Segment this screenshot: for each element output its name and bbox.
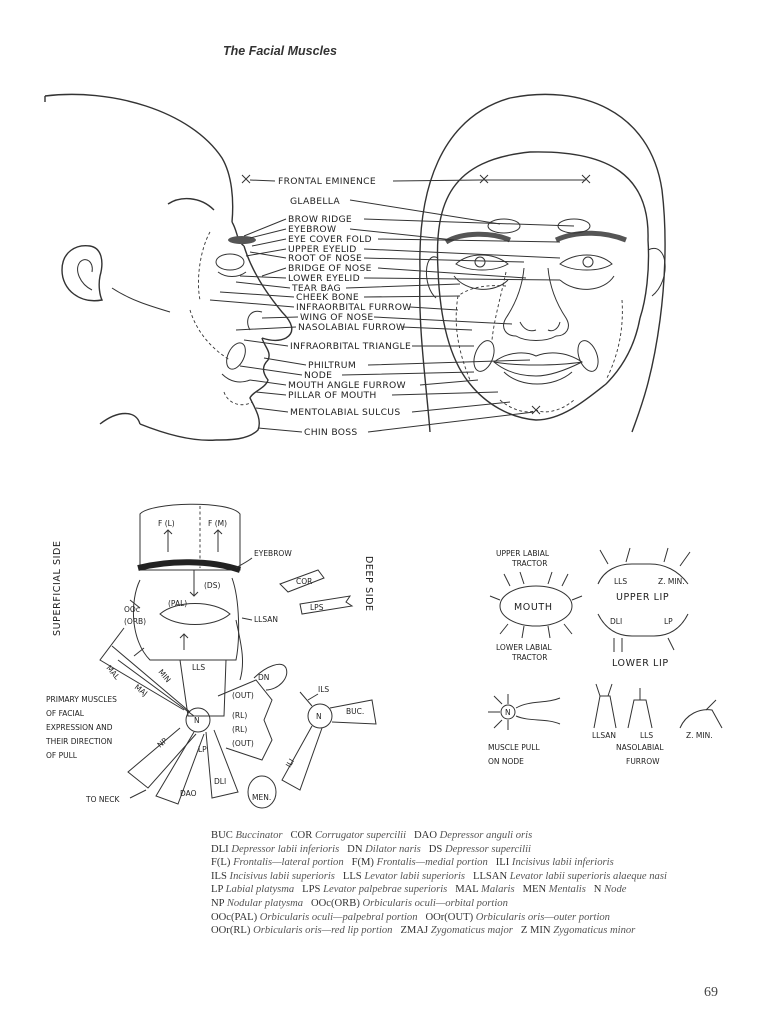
label-superficial: SUPERFICIAL SIDE: [52, 540, 63, 636]
profile-head-drawing: [45, 94, 292, 440]
label-lls: LLS: [192, 663, 206, 672]
label-upper-eyelid: UPPER EYELID: [288, 244, 357, 255]
label-dli: DLI: [214, 777, 227, 786]
legend-row: OOr(RL) Orbicularis oris—red lip portion ZMAJ Zygomaticus major Z MIN Zygomaticus minor: [211, 925, 636, 937]
label-min: MIN: [156, 667, 173, 685]
caption-line-2: OF FACIAL: [46, 709, 84, 718]
label-ds: (DS): [204, 581, 221, 590]
label-wing-of-nose: WING OF NOSE: [300, 312, 374, 323]
label-men: MEN.: [252, 793, 272, 802]
label-upper-labial-1: UPPER LABIAL: [496, 549, 550, 558]
legend-row: BUC Buccinator COR Corrugator supercilii DAO Depressor anguli oris: [211, 830, 533, 841]
label-mouth: MOUTH: [514, 602, 553, 613]
label-out2: (OUT): [232, 739, 254, 748]
muscle-diagram: [45, 504, 376, 808]
label-dn: DN: [258, 673, 270, 682]
label-n: N: [194, 716, 200, 725]
label-eyebrow-muscle: EYEBROW: [254, 549, 292, 558]
label-maj: MAJ: [132, 682, 150, 699]
small-diagrams: [488, 548, 722, 766]
label-lls-small: LLS: [614, 577, 628, 586]
label-zmin-small: Z. MIN.: [658, 577, 685, 586]
legend-row: NP Nodular platysma OOc(ORB) Orbicularis oculi—orbital portion: [211, 897, 508, 909]
label-lower-lip: LOWER LIP: [612, 658, 669, 669]
label-cor: COR: [296, 577, 313, 586]
label-out: (OUT): [232, 691, 254, 700]
label-upper-labial-2: TRACTOR: [512, 559, 548, 568]
label-lls-small-2: LLS: [640, 731, 654, 740]
label-ili: ILI: [283, 757, 297, 769]
label-nasolabial-2: FURROW: [626, 757, 660, 766]
label-pillar-of-mouth: PILLAR OF MOUTH: [288, 390, 377, 401]
label-n2: N: [316, 712, 322, 721]
legend-row: ILS Incisivus labii superioris LLS Levator labii superioris LLSAN Levator labii superioris alaeque nasi: [211, 870, 667, 882]
label-to-neck: TO NECK: [86, 795, 120, 804]
face-labels: [278, 176, 412, 438]
label-fl: F (L): [158, 519, 175, 528]
label-eyebrow: EYEBROW: [288, 224, 337, 235]
label-lp-small: LP: [664, 617, 673, 626]
legend-row: F(L) Frontalis—lateral portion F(M) Frontalis—medial portion ILI Incisivus labii inferioris: [211, 857, 614, 869]
label-mouth-angle-furrow: MOUTH ANGLE FURROW: [288, 380, 406, 391]
label-fm: F (M): [208, 519, 228, 528]
label-deep: DEEP SIDE: [363, 556, 374, 612]
label-root-of-nose: ROOT OF NOSE: [288, 253, 363, 264]
label-tear-bag: TEAR BAG: [292, 283, 341, 294]
label-np: NP: [155, 736, 170, 750]
label-pal: (PAL): [168, 599, 188, 608]
label-frontal-eminence: FRONTAL EMINENCE: [278, 176, 377, 187]
label-zmin-small-2: Z. MIN.: [686, 731, 713, 740]
caption-line-3: EXPRESSION AND: [46, 723, 113, 732]
label-dao: DAO: [180, 789, 197, 798]
label-upper-lip: UPPER LIP: [616, 592, 670, 603]
label-ils: ILS: [318, 685, 330, 694]
label-llsan: LLSAN: [254, 615, 278, 624]
label-lower-labial-2: TRACTOR: [512, 653, 548, 662]
label-node-small: N: [505, 708, 511, 717]
label-ooc: OOc: [124, 605, 140, 614]
label-mentolabial-sulcus: MENTOLABIAL SULCUS: [290, 407, 401, 418]
label-llsan-small: LLSAN: [592, 731, 616, 740]
label-nasolabial-1: NASOLABIAL: [616, 743, 664, 752]
label-dli-small: DLI: [610, 617, 623, 626]
label-bridge-of-nose: BRIDGE OF NOSE: [288, 263, 372, 274]
label-chin-boss: CHIN BOSS: [304, 427, 358, 438]
label-mal: MAL: [104, 663, 122, 682]
label-lp: LP: [198, 745, 207, 754]
label-infraorbital-triangle: INFRAORBITAL TRIANGLE: [290, 341, 412, 352]
legend-row: LP Labial platysma LPS Levator palpebrae superioris MAL Malaris MEN Mentalis N Node: [211, 884, 627, 896]
label-orb: (ORB): [124, 617, 147, 626]
label-rl2: (RL): [232, 725, 248, 734]
label-glabella: GLABELLA: [290, 196, 340, 207]
label-rl: (RL): [232, 711, 248, 720]
page-title: The Facial Muscles: [223, 44, 337, 58]
caption-line-4: THEIR DIRECTION: [46, 737, 113, 746]
caption-line-1: PRIMARY MUSCLES: [46, 695, 117, 704]
label-muscle-pull-2: ON NODE: [488, 757, 524, 766]
label-muscle-pull-1: MUSCLE PULL: [488, 743, 540, 752]
caption-line-5: OF PULL: [46, 751, 77, 760]
label-node: NODE: [304, 370, 333, 381]
label-eye-cover-fold: EYE COVER FOLD: [288, 234, 372, 245]
label-cheek-bone: CHEEK BONE: [296, 292, 359, 303]
label-buc: BUC.: [346, 707, 365, 716]
page-number: 69: [704, 985, 718, 1000]
label-brow-ridge: BROW RIDGE: [288, 214, 353, 225]
muscle-legend: [211, 829, 751, 938]
label-lps: LPS: [310, 603, 324, 612]
legend-row: OOc(PAL) Orbicularis oculi—palpebral portion OOr(OUT) Orbicularis oris—outer portion: [211, 911, 610, 923]
label-lower-eyelid: LOWER EYELID: [288, 273, 360, 284]
label-philtrum: PHILTRUM: [308, 360, 357, 371]
label-infraorbital-furrow: INFRAORBITAL FURROW: [296, 302, 412, 313]
legend-row: DLI Depressor labii inferioris DN Dilator naris DS Depressor supercilii: [211, 843, 531, 855]
label-lower-labial-1: LOWER LABIAL: [496, 643, 552, 652]
label-nasolabial-furrow: NASOLABIAL FURROW: [298, 322, 406, 333]
